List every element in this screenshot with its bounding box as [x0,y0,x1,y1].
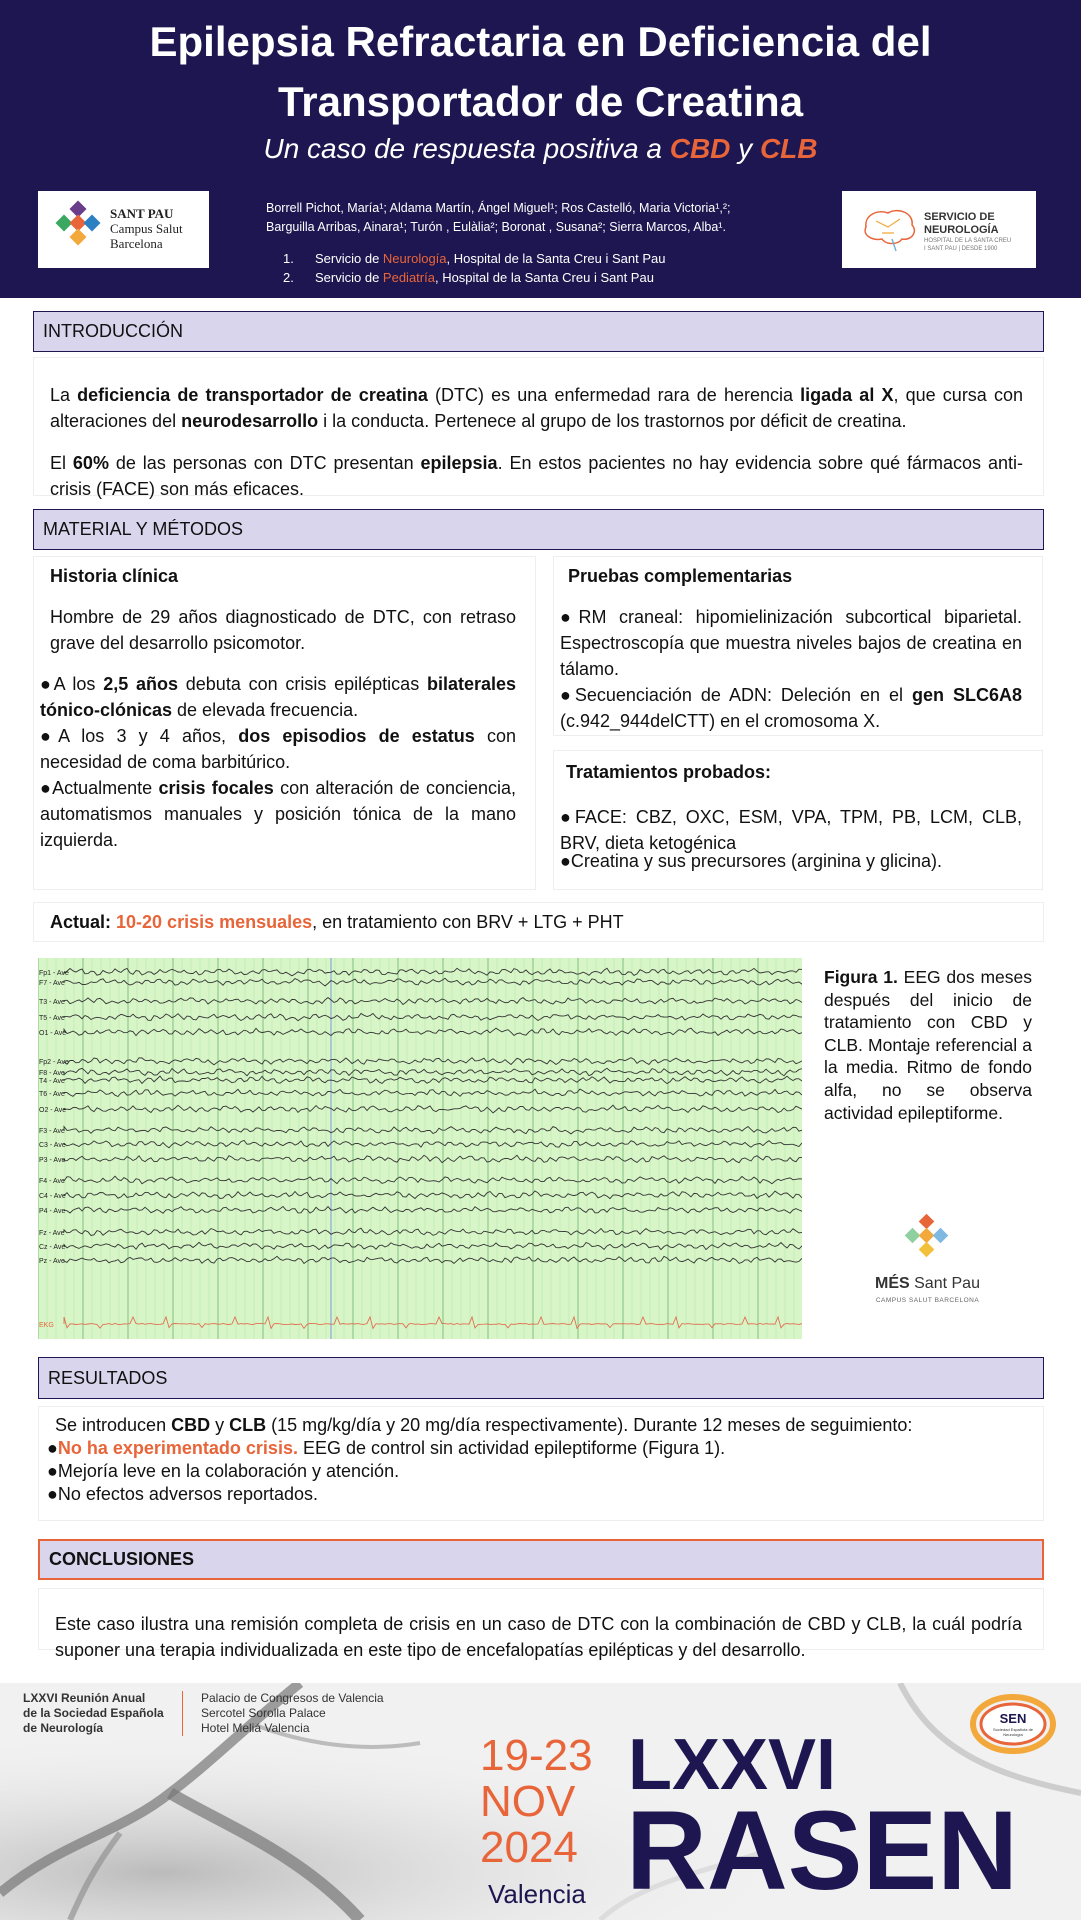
date-days: 19-23 [480,1731,593,1780]
eeg-channel-label: Fp2 - Ave [39,1059,69,1066]
mes-sant-pau-diamond-icon [902,1213,952,1271]
text: con necesidad de coma barbitúrico. [40,726,516,772]
eeg-channel-label: F3 - Ave [39,1128,65,1135]
date-year: 2024 [480,1823,578,1872]
eeg-channel-label: Fz - Ave [39,1230,65,1237]
text-bold: neurodesarrollo [181,411,319,431]
eeg-channel-trace [64,1176,802,1184]
logo-left-line1: SANT PAU [110,206,174,221]
actual-crisis: 10-20 crisis mensuales [116,912,313,932]
caption-text: EEG dos meses después del inicio de tratamiento con CBD y CLB. Montaje referencial a la media. Ritmo de fondo alfa, no se observa actividad epileptiforme. [824,967,1032,1123]
text: (c.942_944delCTT) en el cromosoma X. [560,711,881,731]
poster-subtitle [0,133,1081,165]
eeg-channel-label: T3 - Ave [39,999,65,1006]
meeting-line2: de la Sociedad Española [23,1706,164,1720]
affil-num: 1. [283,251,294,266]
text: Actualmente [52,778,159,798]
text: (15 mg/kg/día y 20 mg/día respectivamente). Durante 12 meses de seguimiento: [266,1415,913,1435]
eeg-channel-trace [64,1105,802,1113]
eeg-channel-trace [64,1028,802,1035]
text-bold: epilepsia [420,453,498,473]
eeg-trace [38,958,802,1339]
text: debuta con crisis epilépticas [178,674,427,694]
eeg-channel-label: T6 - Ave [39,1091,65,1098]
logo-right-line4: I SANT PAU | DESDE 1900 [924,246,998,252]
eeg-channel-trace [64,1014,802,1021]
affil-post: , Hospital de la Santa Creu i Sant Pau [434,270,654,285]
text: de elevada frecuencia. [172,700,359,720]
eeg-channel-trace [64,1155,802,1162]
section-conclusions-heading [38,1539,1044,1580]
section-methods-heading [33,509,1044,550]
text: No efectos adversos reportados. [57,1484,319,1504]
actual-line [50,909,624,935]
treatments-title: Tratamientos probados: [566,762,772,782]
eeg-channel-trace [64,1140,802,1147]
subtitle-clb: CLB [759,133,818,164]
treatments-bullet-1: ●FACE: CBZ, OXC, ESM, VPA, TPM, PB, LCM, CLB, BRV, dieta ketogénica [560,807,1022,853]
history-paragraph: Hombre de 29 años diagnosticado de DTC, con retraso grave del desarrollo psicomotor. [50,607,516,653]
text: RM craneal: hipomielinización subcortical biparietal. Espectroscopía que muestra niveles bajos de creatina en tálamo. [560,607,1022,679]
eeg-channel-label: C4 - Ave [39,1193,66,1200]
text-bold: CLB [229,1415,267,1435]
logo-left-line3: Barcelona [110,236,163,251]
text: con alteración de conciencia, automatismos manuales y posición tónica de la mano izquierda. [40,778,517,850]
sen-sub: Sociedad Española de Neurología [992,1727,1034,1737]
subtitle-y: y [730,133,760,164]
logo-mes: MÉS [875,1275,910,1292]
brain-icon [858,205,922,255]
eeg-channel-trace [64,1058,802,1065]
eeg-channel-trace [64,1076,802,1084]
footer-divider [182,1691,183,1736]
eeg-channel-trace [64,968,802,976]
text-bold: crisis focales [158,778,274,798]
eeg-channel-label: F8 - Ave [39,1070,65,1077]
title-line-2: Transportador de Creatina [277,78,804,125]
venue-line1: Palacio de Congresos de Valencia [201,1691,384,1705]
results-intro [55,1414,1025,1437]
history-title: Historia clínica [50,566,179,586]
methods-heading-text: MATERIAL Y MÉTODOS [43,519,244,539]
text: La [50,385,78,405]
subtitle-cbd: CBD [669,133,731,164]
venue-line2: Sercotel Sorolla Palace [201,1706,326,1720]
results-bullet-2: ●Mejoría leve en la colaboración y atención. [47,1461,400,1481]
results-bullet-3: ●No efectos adversos reportados. [47,1484,319,1504]
treatments-bullet-2: ●Creatina y sus precursores (arginina y glicina). [560,851,943,871]
intro-heading-text: INTRODUCCIÓN [43,321,183,341]
text: EEG de control sin actividad epileptiforme (Figura 1). [297,1438,726,1458]
text: , en tratamiento con BRV + LTG + PHT [312,912,624,932]
date-month: NOV [480,1777,576,1826]
mes-sant-pau-logo [842,1193,1013,1321]
history-bullet-3: ●Actualmente crisis focales con alteración de conciencia, automatismos manuales y posición tónica de la mano izquierda. [40,778,517,850]
big-rasen: RASEN [626,1788,1019,1913]
tests-bullet-2: ●Secuenciación de ADN: Deleción en el gen SLC6A8 (c.942_944delCTT) en el cromosoma X. [560,685,1022,731]
text: El [50,453,73,473]
eeg-channel-label: Cz - Ave [39,1244,66,1251]
meeting-line1: LXXVI Reunión Anual [23,1691,146,1705]
congress-footer [0,1683,1081,1920]
poster-header [0,0,1081,298]
eeg-channel-label: C3 - Ave [39,1142,66,1149]
eeg-channel-label: T4 - Ave [39,1078,65,1085]
poster-title [0,12,1081,132]
text-bold: dos episodios de estatus [238,726,475,746]
conclusions-heading-text: CONCLUSIONES [49,1549,195,1569]
city: Valencia [488,1879,586,1909]
affiliation-1 [283,251,666,266]
eeg-channel-label: Pz - Ave [39,1258,65,1265]
text: Se introducen [55,1415,172,1435]
text: (DTC) es una enfermedad rara de herencia [427,385,801,405]
eeg-channel-label: P3 - Ave [39,1157,66,1164]
text-bold: bilaterales tónico-clónicas [40,674,517,720]
eeg-channel-label: Fp1 - Ave [39,970,69,977]
text: de las personas con DTC presentan [108,453,421,473]
eeg-channel-trace [64,1242,802,1249]
intro-paragraph-1 [50,382,1023,434]
eeg-channel-trace [64,1127,802,1134]
authors-line2: Barguilla Arribas, Ainara¹; Turón , Eulàlia²; Boronat , Susana²; Sierra Marcos, Alba¹. [266,220,726,234]
sant-pau-logo [38,191,209,268]
history-bullet-2: ●A los 3 y 4 años, dos episodios de estatus con necesidad de coma barbitúrico. [40,726,516,772]
eeg-channel-trace [64,978,802,986]
venue-line3: Hotel Meliá Valencia [201,1721,310,1735]
affil-post: , Hospital de la Santa Creu i Sant Pau [446,251,666,266]
history-bullet-1: ●A los 2,5 años debuta con crisis epilépticas bilaterales tónico-clónicas de elevada frecuencia. [40,674,517,720]
section-intro-heading [33,311,1044,352]
logo-right-line1: SERVICIO DE [924,211,995,223]
results-no-crisis: No ha experimentado crisis. [57,1438,298,1458]
text-bold: deficiencia de transportador de creatina [77,385,428,405]
text-bold: ligada al X [800,385,894,405]
logo-left-line2: Campus Salut [110,221,183,236]
eeg-channel-label: F4 - Ave [39,1178,65,1185]
text: Creatina y sus precursores (arginina y glicina). [570,851,943,871]
affil-dept: Neurología [382,251,447,266]
affil-pre: Servicio de [315,270,383,285]
eeg-channel-label: T5 - Ave [39,1015,65,1022]
subtitle-text: Un caso de respuesta positiva a [263,133,670,164]
text: , que cursa con alteraciones del [50,385,1023,431]
affil-pre: Servicio de [315,251,383,266]
conclusions-text: Este caso ilustra una remisión completa de crisis en un caso de DTC con la combinación de CBD y CLB, la cuál podría suponer una terapia individualizada en este tipo de encefalopatías epilépticas y del desarrollo. [55,1614,1022,1660]
authors [266,199,786,237]
logo-right-line2: NEUROLOGÍA [924,224,999,236]
tests-title: Pruebas complementarias [568,566,793,586]
eeg-channel-trace [64,1256,802,1263]
figure-caption [824,966,1032,1124]
text: Secuenciación de ADN: Deleción en el [574,685,912,705]
eeg-channel-trace [64,1207,802,1214]
eeg-channel-trace [64,1068,802,1076]
text-bold: Actual: [50,912,117,932]
eeg-channel-trace [64,1089,802,1096]
section-results-heading [38,1357,1044,1399]
eeg-channel-label: O2 - Ave [39,1107,67,1114]
eeg-channel-trace [64,1228,802,1235]
eeg-channel-label: O1 - Ave [39,1030,67,1037]
sant-pau-diamond-icon [48,200,108,260]
affil-dept: Pediatría [382,270,435,285]
text: y [210,1415,230,1435]
caption-bold: Figura 1. [824,967,898,987]
text-bold: 60% [72,453,109,473]
big-edition: LXXVI [628,1725,837,1805]
sen-logo [968,1691,1058,1757]
text: A los [53,674,104,694]
text-bold: 2,5 años [103,674,179,694]
eeg-channel-trace [64,998,802,1005]
text: FACE: CBZ, OXC, ESM, VPA, TPM, PB, LCM, CLB, BRV, dieta ketogénica [560,807,1022,853]
eeg-channel-label: EKG [39,1322,54,1329]
logo-santpau: Sant Pau [909,1275,980,1292]
text: i la conducta. Pertenece al grupo de los trastornos por déficit de creatina. [318,411,907,431]
text: . En estos pacientes no hay evidencia sobre qué fármacos anti-crisis (FACE) son más eficaces. [50,453,1023,499]
eeg-figure [38,958,802,1339]
text: A los 3 y 4 años, [58,726,239,746]
eeg-channel-label: P4 - Ave [39,1208,66,1215]
eeg-channel-trace [64,1191,802,1199]
results-heading-text: RESULTADOS [48,1367,168,1388]
sen-text: SEN [999,1711,1027,1726]
eeg-channel-trace [64,1317,802,1328]
text-bold: gen SLC6A8 [911,685,1022,705]
meeting-line3: de Neurología [23,1721,104,1735]
text-bold: CBD [171,1415,211,1435]
logo-sub: CAMPUS SALUT BARCELONA [875,1297,980,1304]
neurologia-logo [842,191,1036,268]
text: Mejoría leve en la colaboración y atención. [57,1461,400,1481]
authors-line1: Borrell Pichot, María¹; Aldama Martín, Ángel Miguel¹; Ros Castelló, Maria Victoria¹,²; [266,201,731,215]
results-bullet-1: ●No ha experimentado crisis. EEG de control sin actividad epileptiforme (Figura 1). [47,1438,726,1458]
eeg-channel-label: F7 - Ave [39,980,65,987]
affil-num: 2. [283,270,294,285]
logo-right-line3: HOSPITAL DE LA SANTA CREU [924,238,1012,244]
title-line-1: Epilepsia Refractaria en Deficiencia del [149,18,932,65]
intro-paragraph-2 [50,450,1023,502]
affiliation-2 [283,270,654,285]
tests-bullet-1: ●RM craneal: hipomielinización subcortical biparietal. Espectroscopía que muestra niveles bajos de creatina en tálamo. [560,607,1022,679]
